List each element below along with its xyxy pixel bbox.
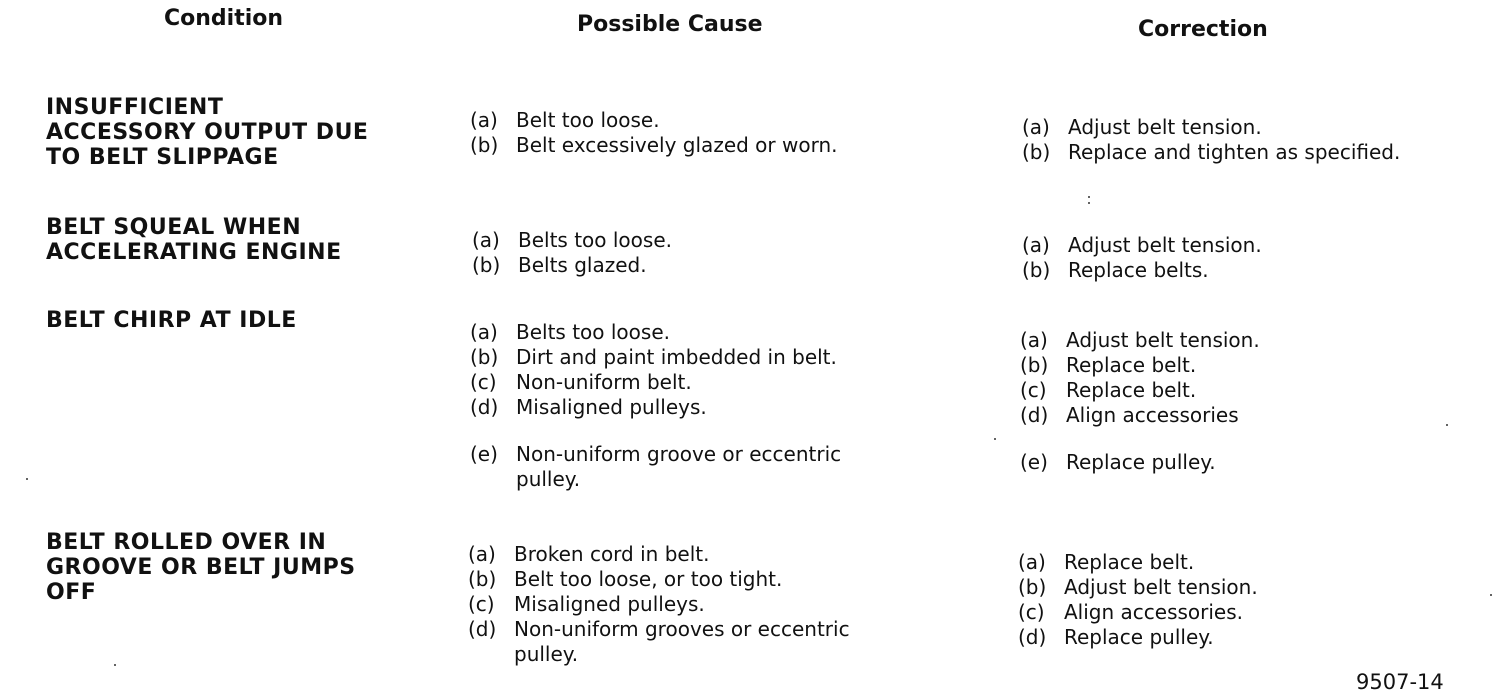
cause-item: (b) Belt excessively glazed or worn. [470,133,838,157]
correction-item: (d) Replace pulley. [1018,625,1214,649]
header-correction: Correction [1138,17,1268,42]
correction-list-row-1 [1022,115,1448,165]
condition-insufficient-output: INSUFFICIENT ACCESSORY OUTPUT DUE TO BELT SLIPPAGE [46,95,369,170]
scan-speck [994,438,996,440]
correction-item: (e) Replace pulley. [1020,450,1216,474]
cause-list-row-3 [470,320,896,492]
cause-item: (e) Non-uniform groove or eccentric pulley. [470,442,842,491]
cause-item: (d) Misaligned pulleys. [470,395,707,419]
figure-number: 9507-14 [1356,670,1444,694]
cause-item: (a) Belt too loose. [470,108,660,132]
cause-item: (d) Non-uniform grooves or eccentric pulley. [468,617,850,666]
cause-item: (b) Dirt and paint imbedded in belt. [470,345,837,369]
scan-speck [114,664,116,666]
header-condition: Condition [164,6,284,31]
header-possible-cause: Possible Cause [577,12,763,37]
correction-item: (a) Replace belt. [1018,550,1195,574]
correction-item: (c) Align accessories. [1018,600,1244,624]
condition-belt-squeal: BELT SQUEAL WHEN ACCELERATING ENGINE [46,215,342,265]
cause-item: (b) Belt too loose, or too tight. [468,567,783,591]
correction-item: (b) Replace and tighten as specified. [1022,140,1401,164]
correction-list-row-2 [1022,233,1448,283]
correction-item: (a) Adjust belt tension. [1022,233,1262,257]
scan-speck [1446,424,1448,426]
cause-item: (b) Belts glazed. [472,253,647,277]
correction-item: (b) Adjust belt tension. [1018,575,1258,599]
cause-list-row-4 [468,542,894,667]
correction-list-row-3 [1020,328,1446,475]
scan-speck [26,478,28,480]
cause-item: (a) Belts too loose. [472,228,672,252]
cause-list-row-1 [470,108,896,158]
correction-item: (a) Adjust belt tension. [1020,328,1260,352]
correction-item: (b) Replace belts. [1022,258,1209,282]
condition-belt-chirp: BELT CHIRP AT IDLE [46,308,297,333]
cause-item: (a) Broken cord in belt. [468,542,710,566]
scan-speck [1088,196,1090,198]
cause-list-row-2 [472,228,898,278]
scan-speck [1088,202,1090,204]
correction-item: (d) Align accessories [1020,403,1239,427]
correction-list-row-4 [1018,550,1444,650]
cause-item: (a) Belts too loose. [470,320,670,344]
correction-item: (c) Replace belt. [1020,378,1197,402]
scan-speck [1490,594,1492,596]
correction-item: (b) Replace belt. [1020,353,1197,377]
condition-belt-rolled-over: BELT ROLLED OVER IN GROOVE OR BELT JUMPS OFF [46,530,356,605]
cause-item: (c) Misaligned pulleys. [468,592,705,616]
correction-item: (a) Adjust belt tension. [1022,115,1262,139]
cause-item: (c) Non-uniform belt. [470,370,692,394]
